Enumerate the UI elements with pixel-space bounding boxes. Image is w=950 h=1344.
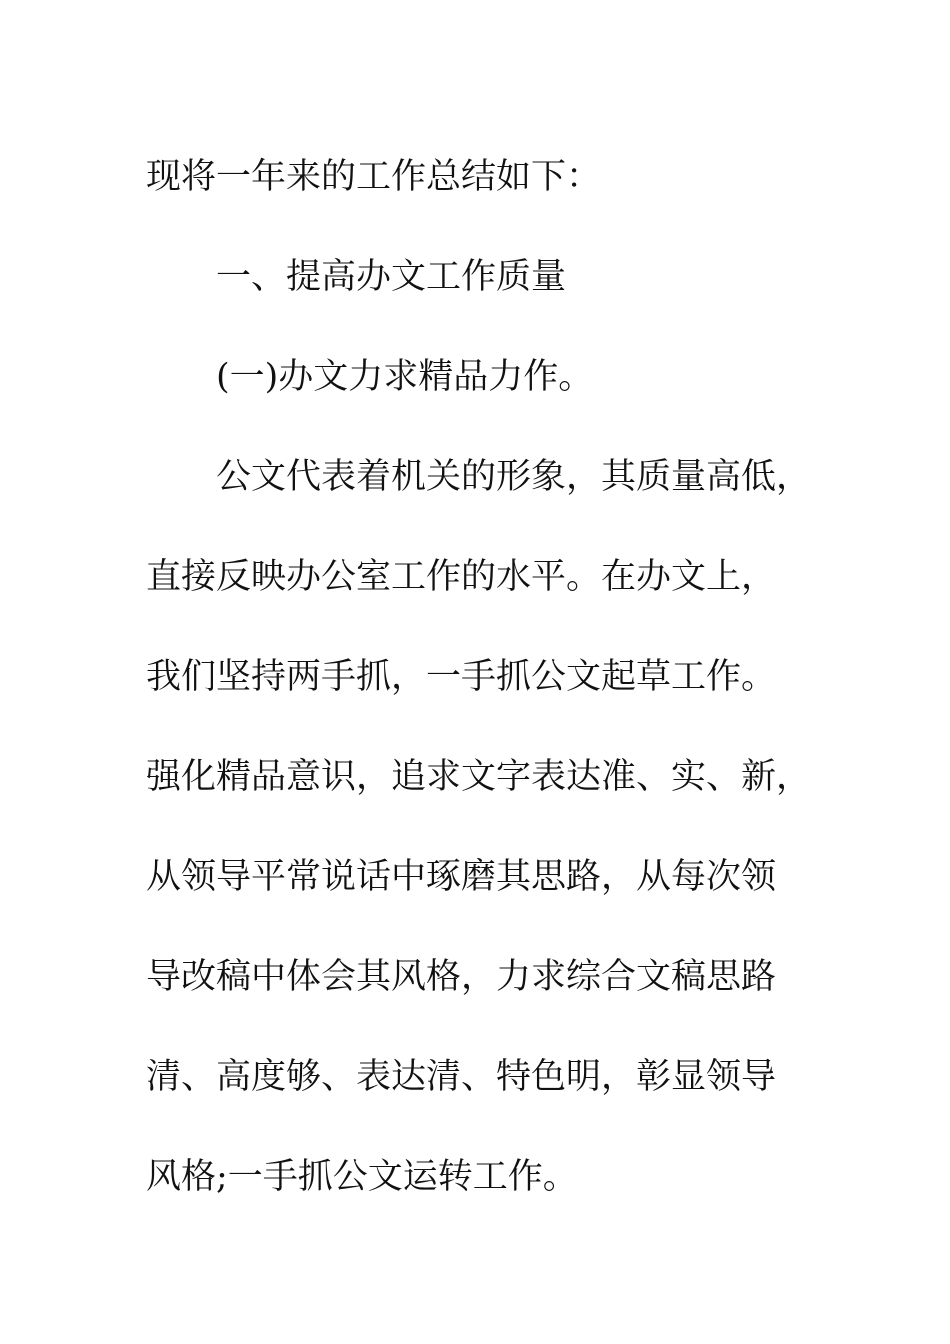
- text-line: 导改稿中体会其风格，力求综合文稿思路: [146, 957, 777, 997]
- text-line: 现将一年来的工作总结如下：: [146, 157, 602, 197]
- text-line: 清、高度够、表达清、特色明，彰显领导: [146, 1057, 777, 1097]
- text-line: 风格;一手抓公文运转工作。: [146, 1157, 578, 1197]
- section-heading: 一、提高办文工作质量: [216, 257, 567, 297]
- subsection-heading: (一)办文力求精品力作。: [216, 357, 594, 397]
- text-line: 直接反映办公室工作的水平。在办文上，: [146, 557, 777, 597]
- text-line: 从领导平常说话中琢磨其思路，从每次领: [146, 857, 777, 897]
- paragraph-start-line: 公文代表着机关的形象，其质量高低，: [216, 457, 812, 497]
- text-line: 我们坚持两手抓，一手抓公文起草工作。: [146, 657, 777, 697]
- text-line: 强化精品意识，追求文字表达准、实、新，: [146, 757, 812, 797]
- document-body: [146, 127, 812, 1227]
